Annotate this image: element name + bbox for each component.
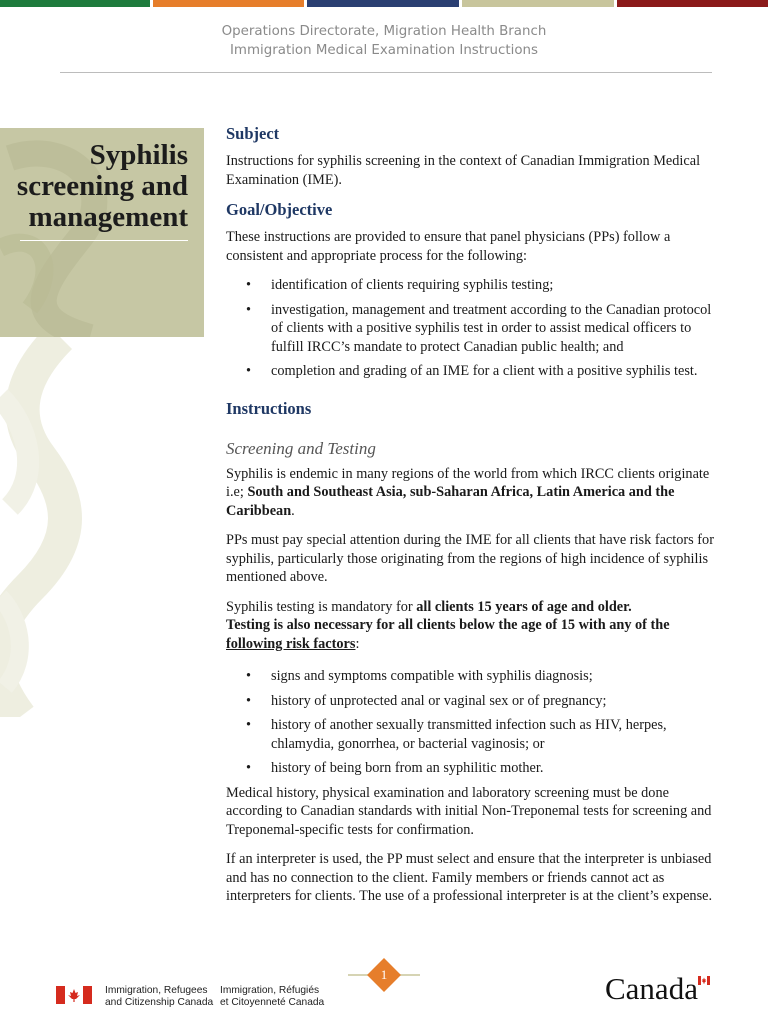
title-underline	[20, 240, 188, 241]
page-number: 1	[380, 967, 388, 982]
band-green	[0, 0, 150, 7]
list-item: • investigation, management and treatment according to the Canadian protocol of clients with a positive syphilis test in order to assist medical officers to fulfill IRCC’s mandate to protect Canadian public health; and	[226, 301, 716, 357]
main-content	[226, 124, 716, 917]
title-line-1: Syphilis	[89, 139, 188, 171]
text-run: .	[291, 502, 295, 519]
goal-intro: These instructions are provided to ensure that panel physicians (PPs) follow a consistent and appropriate process for the following:	[226, 229, 671, 264]
dept-fr-line-1: Immigration, Réfugiés	[220, 985, 320, 996]
header-divider	[60, 72, 712, 73]
text-run: Syphilis is endemic in many regions of the world from which IRCC clients originate i.e;	[226, 465, 710, 500]
document-title	[0, 140, 188, 233]
list-item: • signs and symptoms compatible with syphilis diagnosis;	[226, 667, 716, 686]
dept-en-line-2: and Citizenship Canada	[105, 996, 214, 1008]
risk-attention-paragraph: PPs must pay special attention during the IME for all clients that have risk factors for syphilis, particularly those originating from the regions of high incidence of syphilis mentioned above.	[226, 532, 714, 585]
medical-history-paragraph: Medical history, physical examination and laboratory screening must be done according to Canadian standards with initial Non-Treponemal tests for screening and Treponemal-specific tests for confirmation.	[226, 784, 712, 838]
page-header	[0, 22, 768, 60]
wordmark-flag-icon	[698, 976, 710, 985]
goal-list	[226, 276, 716, 381]
list-item: • identification of clients requiring syphilis testing;	[226, 276, 716, 295]
text-run: :	[355, 635, 360, 652]
list-item: • history of another sexually transmitted infection such as HIV, herpes, chlamydia, gonorrhea, or bacterial vaginosis; or	[226, 716, 716, 753]
screening-subheading: Screening and Testing	[226, 438, 376, 458]
goal-heading: Goal/Objective	[226, 200, 333, 219]
band-maroon	[617, 0, 768, 7]
header-line-1: Operations Directorate, Migration Health Branch	[221, 24, 547, 39]
risk-factor-list	[226, 667, 716, 778]
title-line-3: management	[28, 201, 188, 233]
dept-fr-line-2: et Citoyenneté Canada	[220, 996, 325, 1008]
dept-en-line-1: Immigration, Refugees	[105, 985, 208, 996]
header-line-2: Immigration Medical Examination Instructions	[229, 43, 539, 58]
list-item: • history of being born from an syphilitic mother.	[226, 759, 716, 778]
department-name-english	[105, 985, 213, 1008]
interpreter-paragraph: If an interpreter is used, the PP must select and ensure that the interpreter is unbiased and has no connection to the client. Family members or friends cannot act as interpreters for clients. The use of a professional interpreter is at the client’s expense.	[226, 851, 713, 904]
text-run: Syphilis testing is mandatory for	[226, 598, 417, 615]
color-band	[0, 0, 768, 7]
title-line-2: screening and	[16, 170, 188, 202]
caduceus-swirl-icon	[0, 337, 200, 717]
instructions-heading: Instructions	[226, 398, 312, 418]
mandatory-testing-paragraph	[226, 598, 716, 654]
endemic-paragraph	[226, 465, 716, 521]
band-khaki	[462, 0, 613, 7]
band-navy	[307, 0, 459, 7]
age-requirement: all clients 15 years of age and older.	[416, 598, 632, 615]
canada-flag-icon	[56, 986, 92, 1004]
list-item: • history of unprotected anal or vaginal sex or of pregnancy;	[226, 692, 716, 711]
subject-heading: Subject	[226, 124, 280, 143]
canada-wordmark: Canada	[605, 971, 698, 1006]
under-15-requirement: Testing is also necessary for all clients below the age of 15 with any of the	[226, 617, 670, 633]
band-orange	[153, 0, 303, 7]
list-item: • completion and grading of an IME for a client with a positive syphilis test.	[226, 362, 716, 381]
department-name-french	[220, 985, 324, 1008]
regions-text: South and Southeast Asia, sub-Saharan Africa, Latin America and the Caribbean	[226, 484, 675, 519]
subject-text: Instructions for syphilis screening in the context of Canadian Immigration Medical Examination (IME).	[226, 153, 701, 188]
risk-factors-label: following risk factors	[226, 635, 356, 652]
